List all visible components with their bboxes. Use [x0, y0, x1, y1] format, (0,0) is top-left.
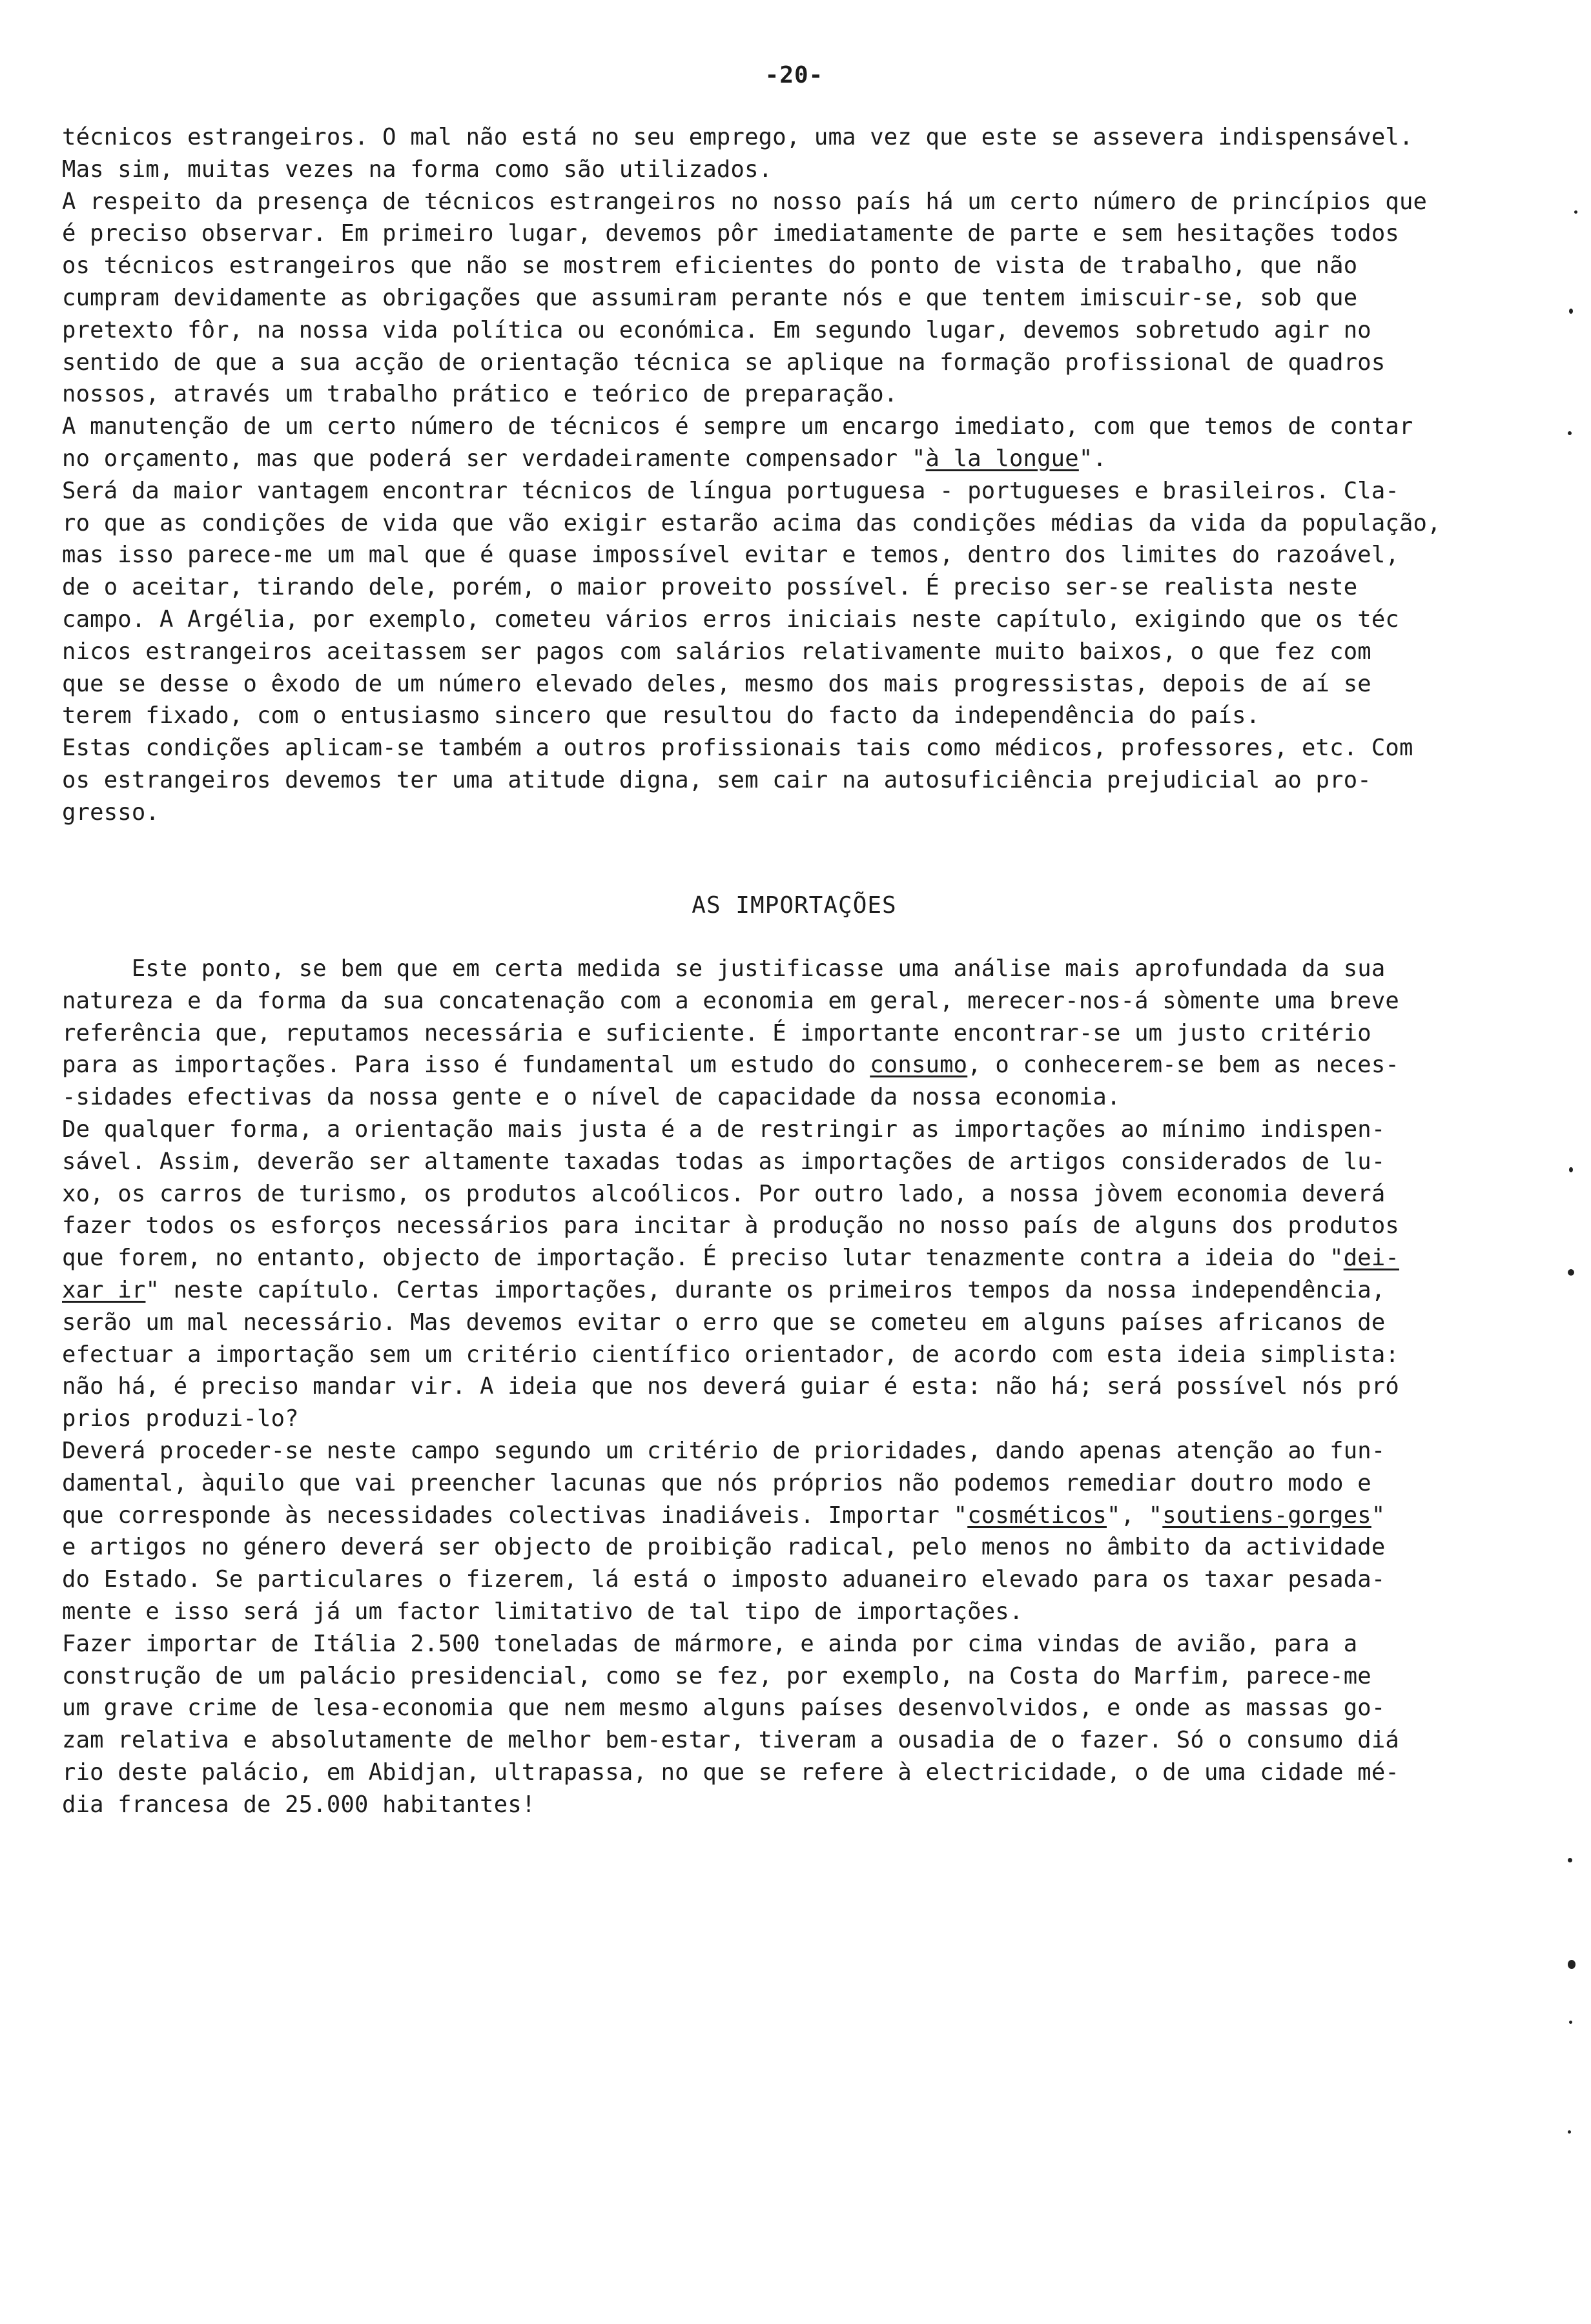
- text-line: que se desse o êxodo de um número elevado deles, mesmo dos mais progressistas, depois de aí se: [62, 670, 1371, 697]
- text-line: -sidades efectivas da nossa gente e o nível de capacidade da nossa economia.: [62, 1084, 1121, 1111]
- text-line: Estas condições aplicam-se também a outros profissionais tais como médicos, professores, etc. Com: [62, 735, 1413, 762]
- scan-speck: [1568, 1269, 1574, 1276]
- text-line: nossos, através um trabalho prático e teórico de preparação.: [62, 381, 898, 408]
- text-line: não há, é preciso mandar vir. A ideia que nos deverá guiar é esta: não há; será possível nós pró: [62, 1373, 1399, 1400]
- text-line: terem fixado, com o entusiasmo sincero que resultou do facto da independência do país.: [62, 702, 1260, 729]
- text-line: mas isso parece-me um mal que é quase impossível evitar e temos, dentro dos limites do razoável,: [62, 542, 1399, 569]
- text-line: xo, os carros de turismo, os produtos alcoólicos. Por outro lado, a nossa jòvem economia deverá: [62, 1180, 1386, 1207]
- text-line: sentido de que a sua acção de orientação técnica se aplique na formação profissional de quadros: [62, 349, 1386, 376]
- text-line: e artigos no género deverá ser objecto de proibição radical, pelo menos no âmbito da actividade: [62, 1534, 1386, 1561]
- text-line: A manutenção de um certo número de técnicos é sempre um encargo imediato, com que temos de contar: [62, 413, 1413, 440]
- text-line: Será da maior vantagem encontrar técnicos de língua portuguesa - portugueses e brasileiros. Cla-: [62, 477, 1399, 504]
- scan-speck: [1568, 1960, 1576, 1969]
- text-fragment: ": [1371, 1502, 1386, 1529]
- scan-speck: [1569, 309, 1573, 314]
- body-text-technicians: [62, 121, 1534, 829]
- scan-speck: [1569, 2021, 1572, 2024]
- text-line: referência que, reputamos necessária e suficiente. É importante encontrar-se um justo critério: [62, 1019, 1371, 1046]
- text-line: campo. A Argélia, por exemplo, cometeu vários erros iniciais neste capítulo, exigindo que os téc: [62, 606, 1399, 633]
- text-line: técnicos estrangeiros. O mal não está no seu emprego, uma vez que este se assevera indispensável.: [62, 124, 1413, 150]
- text-line: ro que as condições de vida que vão exigir estarão acima das condições médias da vida da população,: [62, 509, 1441, 536]
- underlined-word-cosmeticos: cosméticos: [967, 1502, 1107, 1529]
- text-line: A respeito da presença de técnicos estrangeiros no nosso país há um certo número de princípios que: [62, 188, 1428, 215]
- section-heading: AS IMPORTAÇÕES: [692, 892, 897, 919]
- text-line: pretexto fôr, na nossa vida política ou económica. Em segundo lugar, devemos sobretudo agir no: [62, 316, 1371, 343]
- scan-speck: [1568, 1858, 1572, 1862]
- underlined-word-consumo: consumo: [870, 1052, 968, 1079]
- text-line: no orçamento, mas que poderá ser verdadeiramente compensador ": [62, 445, 926, 472]
- scan-speck: [1569, 1167, 1573, 1172]
- text-line: que corresponde às necessidades colectivas inadiáveis. Importar ": [62, 1502, 968, 1529]
- text-line: Fazer importar de Itália 2.500 toneladas de mármore, e ainda por cima vindas de avião, para a: [62, 1630, 1358, 1657]
- text-fragment: ", ": [1106, 1502, 1163, 1529]
- text-line: efectuar a importação sem um critério científico orientador, de acordo com esta ideia simplista:: [62, 1341, 1399, 1368]
- text-line: do Estado. Se particulares o fizerem, lá está o imposto aduaneiro elevado para os taxar pesada-: [62, 1566, 1386, 1593]
- page-number: -20-: [765, 62, 824, 88]
- text-line: gresso.: [62, 799, 160, 826]
- text-fragment: " neste capítulo. Certas importações, durante os primeiros tempos da nossa independência,: [145, 1276, 1386, 1303]
- text-line: é preciso observar. Em primeiro lugar, devemos pôr imediatamente de parte e sem hesitações todos: [62, 220, 1399, 247]
- text-line: serão um mal necessário. Mas devemos evitar o erro que se cometeu em alguns países africanos de: [62, 1309, 1386, 1336]
- scan-speck: [1568, 2130, 1571, 2134]
- text-line: De qualquer forma, a orientação mais justa é a de restringir as importações ao mínimo indispen-: [62, 1116, 1386, 1143]
- text-line: os técnicos estrangeiros que não se mostrem eficientes do ponto de vista de trabalho, que não: [62, 252, 1358, 280]
- scan-speck: [1574, 210, 1577, 214]
- text-line: que forem, no entanto, objecto de importação. É preciso lutar tenazmente contra a ideia do ": [62, 1245, 1344, 1272]
- text-line: Mas sim, muitas vezes na forma como são utilizados.: [62, 156, 773, 183]
- text-line: prios produzi-lo?: [62, 1405, 299, 1432]
- underlined-word-soutiens-gorges: soutiens-gorges: [1162, 1502, 1371, 1529]
- text-fragment: , o conhecerem-se bem as neces-: [967, 1052, 1400, 1079]
- body-text-imports: [62, 953, 1534, 1821]
- text-line: dia francesa de 25.000 habitantes!: [62, 1791, 536, 1818]
- text-line: Este ponto, se bem que em certa medida se justificasse uma análise mais aprofundada da sua: [62, 955, 1386, 982]
- text-line: construção de um palácio presidencial, como se fez, por exemplo, na Costa do Marfim, parece-me: [62, 1662, 1371, 1689]
- text-line: fazer todos os esforços necessários para incitar à produção no nosso país de alguns dos produtos: [62, 1212, 1399, 1239]
- text-line: rio deste palácio, em Abidjan, ultrapassa, no que se refere à electricidade, o de uma cidade mé-: [62, 1758, 1399, 1786]
- text-line: cumpram devidamente as obrigações que assumiram perante nós e que tentem imiscuir-se, sob que: [62, 284, 1358, 311]
- text-line: mente e isso será já um factor limitativo de tal tipo de importações.: [62, 1598, 1023, 1625]
- underlined-phrase-a-la-longue: à la longue: [925, 445, 1079, 472]
- text-line: de o aceitar, tirando dele, porém, o maior proveito possível. É preciso ser-se realista neste: [62, 574, 1358, 601]
- scan-speck: [1568, 431, 1572, 435]
- text-line: Deverá proceder-se neste campo segundo um critério de prioridades, dando apenas atenção ao fun-: [62, 1437, 1386, 1464]
- underlined-phrase-deixar-part2: xar ir: [62, 1276, 146, 1303]
- text-fragment: ".: [1078, 445, 1107, 472]
- text-line: nicos estrangeiros aceitassem ser pagos com salários relativamente muito baixos, o que fez com: [62, 638, 1371, 665]
- text-line: damental, àquilo que vai preencher lacunas que nós próprios não podemos remediar doutro modo e: [62, 1469, 1371, 1496]
- text-line: os estrangeiros devemos ter uma atitude digna, sem cair na autosuficiência prejudicial ao pro-: [62, 766, 1371, 793]
- text-line: natureza e da forma da sua concatenação com a economia em geral, merecer-nos-á sòmente uma breve: [62, 987, 1399, 1014]
- underlined-phrase-deixar-part1: dei-: [1343, 1245, 1399, 1272]
- text-line: sável. Assim, deverão ser altamente taxadas todas as importações de artigos considerados de lu-: [62, 1148, 1386, 1175]
- text-line: para as importações. Para isso é fundamental um estudo do: [62, 1052, 870, 1079]
- text-line: zam relativa e absolutamente de melhor bem-estar, tiveram a ousadia de o fazer. Só o consumo diá: [62, 1727, 1399, 1754]
- text-line: um grave crime de lesa-economia que nem mesmo alguns países desenvolvidos, e onde as massas go-: [62, 1695, 1386, 1722]
